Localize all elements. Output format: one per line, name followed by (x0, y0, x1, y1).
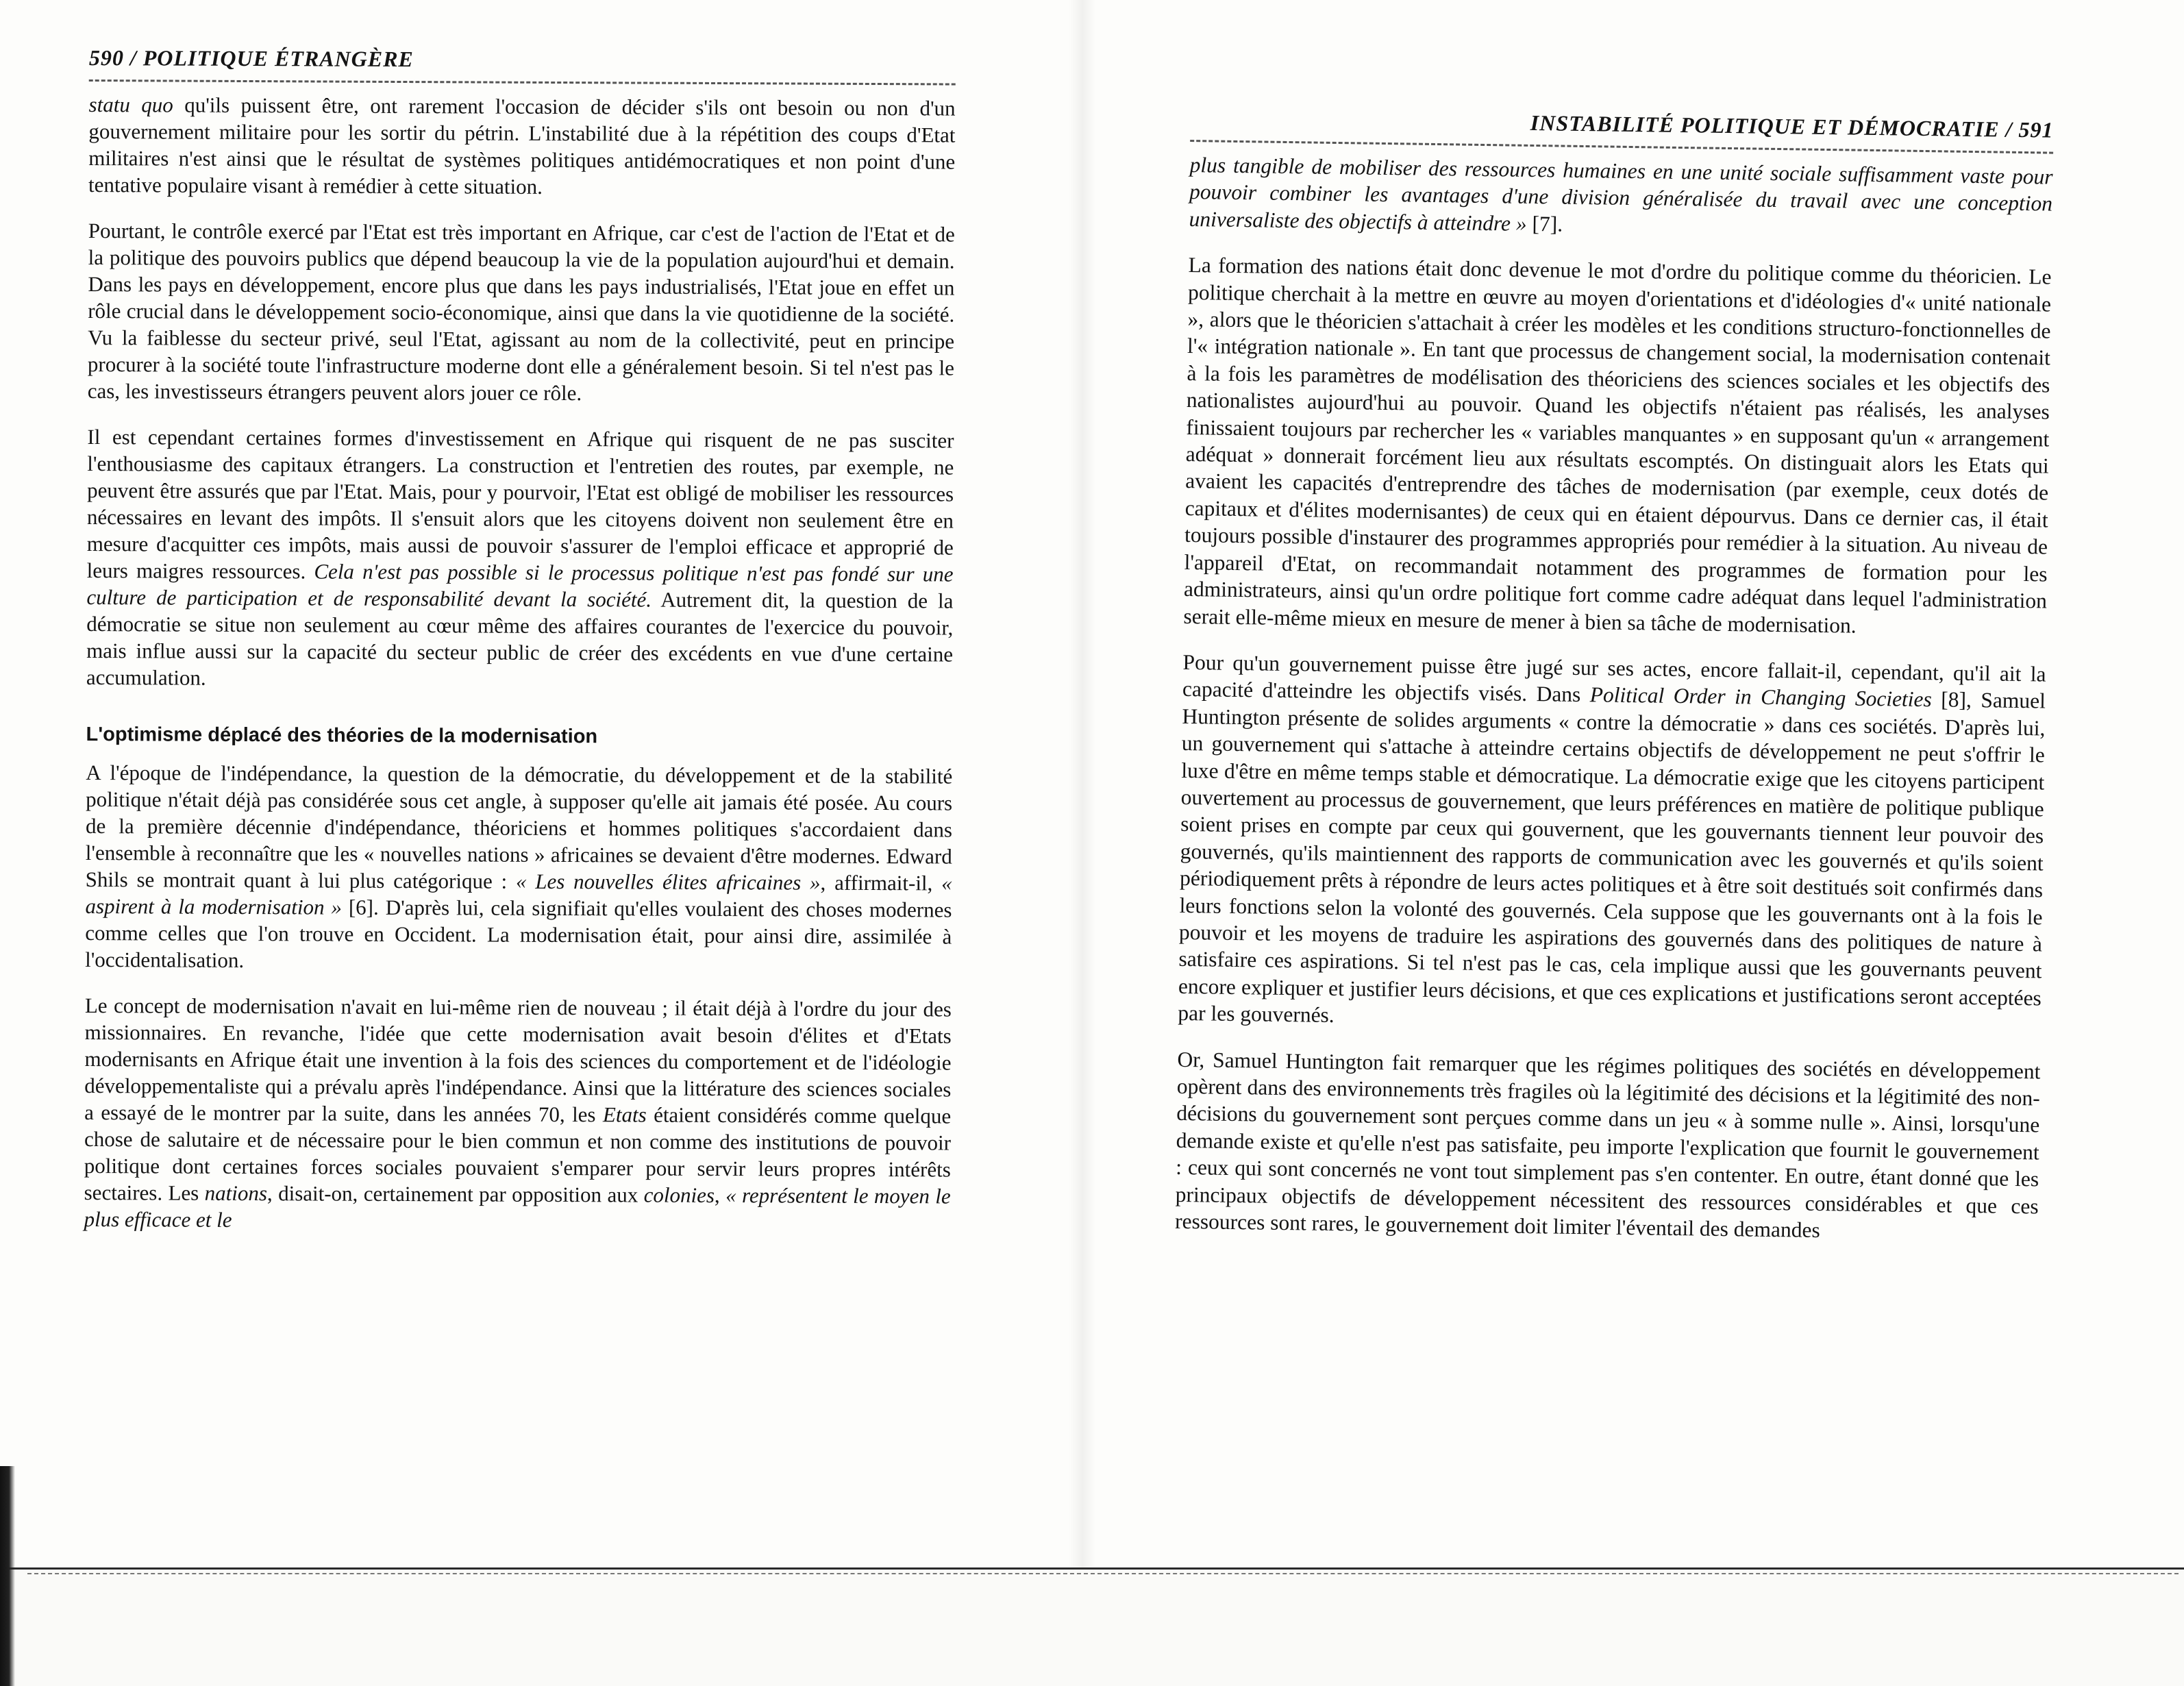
text-run: [7]. (1526, 211, 1563, 236)
italic-text-run: « représentent le moyen le plus efficace et le (84, 1183, 951, 1232)
page-gutter (1069, 0, 1096, 1596)
italic-text-run: statu quo (88, 92, 173, 117)
italic-text-run: colonies (643, 1182, 715, 1207)
text-run: Il est cependant certaines formes d'investissement en Afrique qui risquent de ne pas susciter l'enthousiasme des capitaux étrangers. La construction et l'entretien des routes, par exemple, ne peuvent être assurés que par l'Etat. Mais, pour y pourvoir, l'Etat est obligé de mobiliser les ressources nécessaires en levant des impôts. Il s'ensuit alors que les citoyens doivent non seulement être en mesure d'acquitter ces impôts, mais aussi de pouvoir s'assurer de l'emploi efficace et approprié de leurs maigres ressources. (86, 424, 954, 584)
text-run: , affirmait-il, (820, 870, 942, 895)
bottom-page-edge (0, 1567, 2184, 1570)
text-run: , disait-on, certainement par opposition aux (266, 1181, 644, 1207)
bottom-scan-margin (0, 1567, 2184, 1686)
paragraph (88, 91, 956, 202)
paragraph (1175, 1045, 2041, 1246)
italic-text-run: « Les nouvelles élites africaines » (515, 869, 821, 895)
italic-text-run: « aspirent à la modernisation » (85, 871, 952, 919)
text-run: Le concept de modernisation n'avait en lui-même rien de nouveau ; il était déjà à l'ordre du jour des missionnaires. En revanche, l'idée que cette modernisation avait besoin d'élites et d'Etats modernisants en Afrique était une invention à la fois des sciences du comportement et de l'idéologie développementaliste qui a prévalu après l'indépendance. Ainsi que la littérature des sciences sociales a essayé de le montrer par la suite, dans les années 70, les (84, 993, 952, 1127)
text-run: étaient considérés comme quelque chose de salutaire et de nécessaire pour le bien commun et non comme des institutions de pouvoir politique dont certaines forces sociales pouvaient s'emparer pour servir leurs propres intérêts sectaires. Les (84, 1102, 952, 1205)
italic-text-run: nations (204, 1180, 268, 1206)
paragraph (85, 759, 952, 977)
right-body-text (1175, 151, 2053, 1247)
right-running-head: INSTABILITÉ POLITIQUE ET DÉMOCRATIE / 591 (1530, 110, 2054, 142)
bottom-page-edge-dash (27, 1573, 2179, 1574)
left-page (84, 41, 956, 1256)
left-body-text (84, 91, 955, 1237)
paragraph (84, 992, 952, 1237)
text-run: , (714, 1182, 726, 1208)
right-page (1175, 101, 2054, 1266)
text-run: [6]. D'après lui, cela signifiait qu'elles voulaient des choses modernes comme celles que l'on trouve en Occident. La modernisation était, pour ainsi dire, assimilée à l'occidentalisation. (85, 895, 952, 972)
text-run: Pour qu'un gouvernement puisse être jugé sur ses actes, encore fallait-il, cependant, qu'il ait la capacité d'atteindre les objectifs visés. Dans (1182, 649, 2046, 707)
italic-text-run: Cela n'est pas possible si le processus politique n'est pas fondé sur une culture de participation et de responsabilité devant la société. (86, 559, 954, 612)
text-run: [8], Samuel Huntington présente de solides arguments « contre la démocratie » dans ces sociétés. D'après lui, un gouvernement qui s'attache à atteindre certains objectifs de développement ne peut s'offrir le luxe d'être en même temps stable et démocratique. La démocratie exige que les citoyens participent ouvertement au processus de gouvernement, que leurs préférences en matière de politique publique soient prises en compte par ceux qui gouvernent, que les gouvernants tiennent leur pouvoir des gouvernés, qu'ils maintiennent des rapports de communication avec les gouvernés et qu'ils soient périodiquement prêts à répondre de leurs actes politiques et à être soit destitués soit confirmés dans leurs fonctions selon la volonté des gouvernés. Cela suppose que les gouvernants ont à la fois le pouvoir et les moyens de traduire les aspirations des gouvernés dans des politiques de nature à satisfaire ces aspirations. Si tel n'est pas le cas, cela implique aussi que les gouvernants peuvent encore expliquer et justifier leurs décisions, et que ces explications et justifications seront acceptées par les gouvernés. (1178, 687, 2046, 1028)
paragraph (88, 217, 955, 408)
text-run: Autrement dit, la question de la démocratie se situe non seulement au cœur même des affaires courantes de l'exercice du pouvoir, mais influe aussi sur la capacité du secteur public de créer des excédents en vue d'une certaine accumulation. (86, 587, 954, 690)
binding-shadow (0, 1466, 15, 1686)
italic-text-run: plus tangible de mobiliser des ressources humaines en une unité sociale suffisamment vaste pour pouvoir combiner les avantages d'une division généralisée du travail avec une conception universaliste des objectifs à atteindre » (1189, 152, 2053, 236)
section-heading: L'optimisme déplacé des théories de la modernisation (86, 723, 598, 748)
text-run: Pourtant, le contrôle exercé par l'Etat est très important en Afrique, car c'est de l'action de l'Etat et de la politique des pouvoirs publics que dépend beaucoup la vie de la population aujourd'hui et demain. Dans les pays en développement, encore plus que dans les pays industrialisés, l'Etat joue en effet un rôle crucial dans le développement socio-économique, ainsi que dans la vie quotidienne de la société. Vu la faiblesse du secteur privé, seul l'Etat, agissant au nom de la collectivité, peut en principe procurer à la société toute l'infrastructure moderne dont elle a généralement besoin. Si tel n'est pas le cas, les investisseurs étrangers peuvent alors jouer ce rôle. (87, 218, 955, 406)
paragraph (1178, 649, 2046, 1039)
text-run: Or, Samuel Huntington fait remarquer que les régimes politiques des sociétés en développement opèrent dans des environnements très fragiles où la légitimité des décisions et la légitimité des non-décisions du gouvernement sont perçues comme dans un jeu « à somme nulle ». Ainsi, lorsqu'une demande existe et qu'elle n'est pas satisfaite, peu importe l'explication que fournit le gouvernement : ceux qui sont concernés ne vont tout simplement pas s'en contenter. En outre, étant donné que les principaux objectifs de développement nécessitent des ressources considérables et que ces ressources sont rares, le gouvernement doit limiter l'éventail des demandes (1174, 1047, 2041, 1243)
paragraph (86, 423, 954, 695)
text-run: A l'époque de l'indépendance, la question de la démocratie, du développement et de la stabilité politique n'était déjà pas considérée sous cet angle, à supposer qu'elle ait jamais été posée. Au cours de la première décennie d'indépendance, théoriciens et hommes politiques s'accordaient dans l'ensemble à reconnaître que les « nouvelles nations » africaines se devaient d'être modernes. Edward Shils se montrait quant à lui plus catégorique : (85, 760, 953, 893)
left-running-head: 590 / POLITIQUE ÉTRANGÈRE (88, 45, 414, 72)
paragraph (1189, 151, 2053, 245)
text-run: qu'ils puissent être, ont rarement l'occasion de décider s'ils ont besoin ou non d'un gouvernement militaire pour les sortir du pétrin. L'instabilité due à la répétition des coups d'Etat militaires n'est ainsi que le résultat de systèmes politiques antidémocratiques et non point d'une tentative populaire visant à remédier à cette situation. (88, 92, 956, 199)
italic-text-run: Etats (602, 1102, 647, 1127)
italic-text-run: Political Order in Changing Societies (1589, 682, 1933, 712)
paragraph (1183, 251, 2052, 641)
text-run: La formation des nations était donc devenue le mot d'ordre du politique comme du théoricien. Le politique cherchait à la mettre en œuvre au moyen d'orientations et d'idéologies d'« unité nationale », alors que le théoricien s'attachait à créer les modèles et les conditions structuro-fonctionnelles de l'« intégration nationale ». En tant que processus de changement social, la modernisation contenait à la fois les paramètres de modélisation des théoriciens des sciences sociales et les objectifs des nationalistes aujourd'hui au pouvoir. Quand les objectifs n'étaient pas réalisés, les analyses finissaient toujours par rechercher les « variables manquantes » en supposant qu'un « arrangement adéquat » donnerait forcément lieu aux résultats escomptés. On distinguait alors les Etats qui avaient les capacités d'entreprendre des tâches de modernisation (par exemple, ceux dotés de capitaux et d'élites modernisantes) de ceux qui en étaient dépourvus. Dans ce dernier cas, il était toujours possible d'instaurer des programmes appropriés pour remédier à la situation. Au niveau de l'appareil d'Etat, on recommandait notamment des programmes de formation pour les administrateurs, ainsi qu'un ordre politique fort comme cadre adéquat dans lequel l'administration serait elle-même mieux en mesure de mener à bien sa tâche de modernisation. (1183, 253, 2052, 638)
